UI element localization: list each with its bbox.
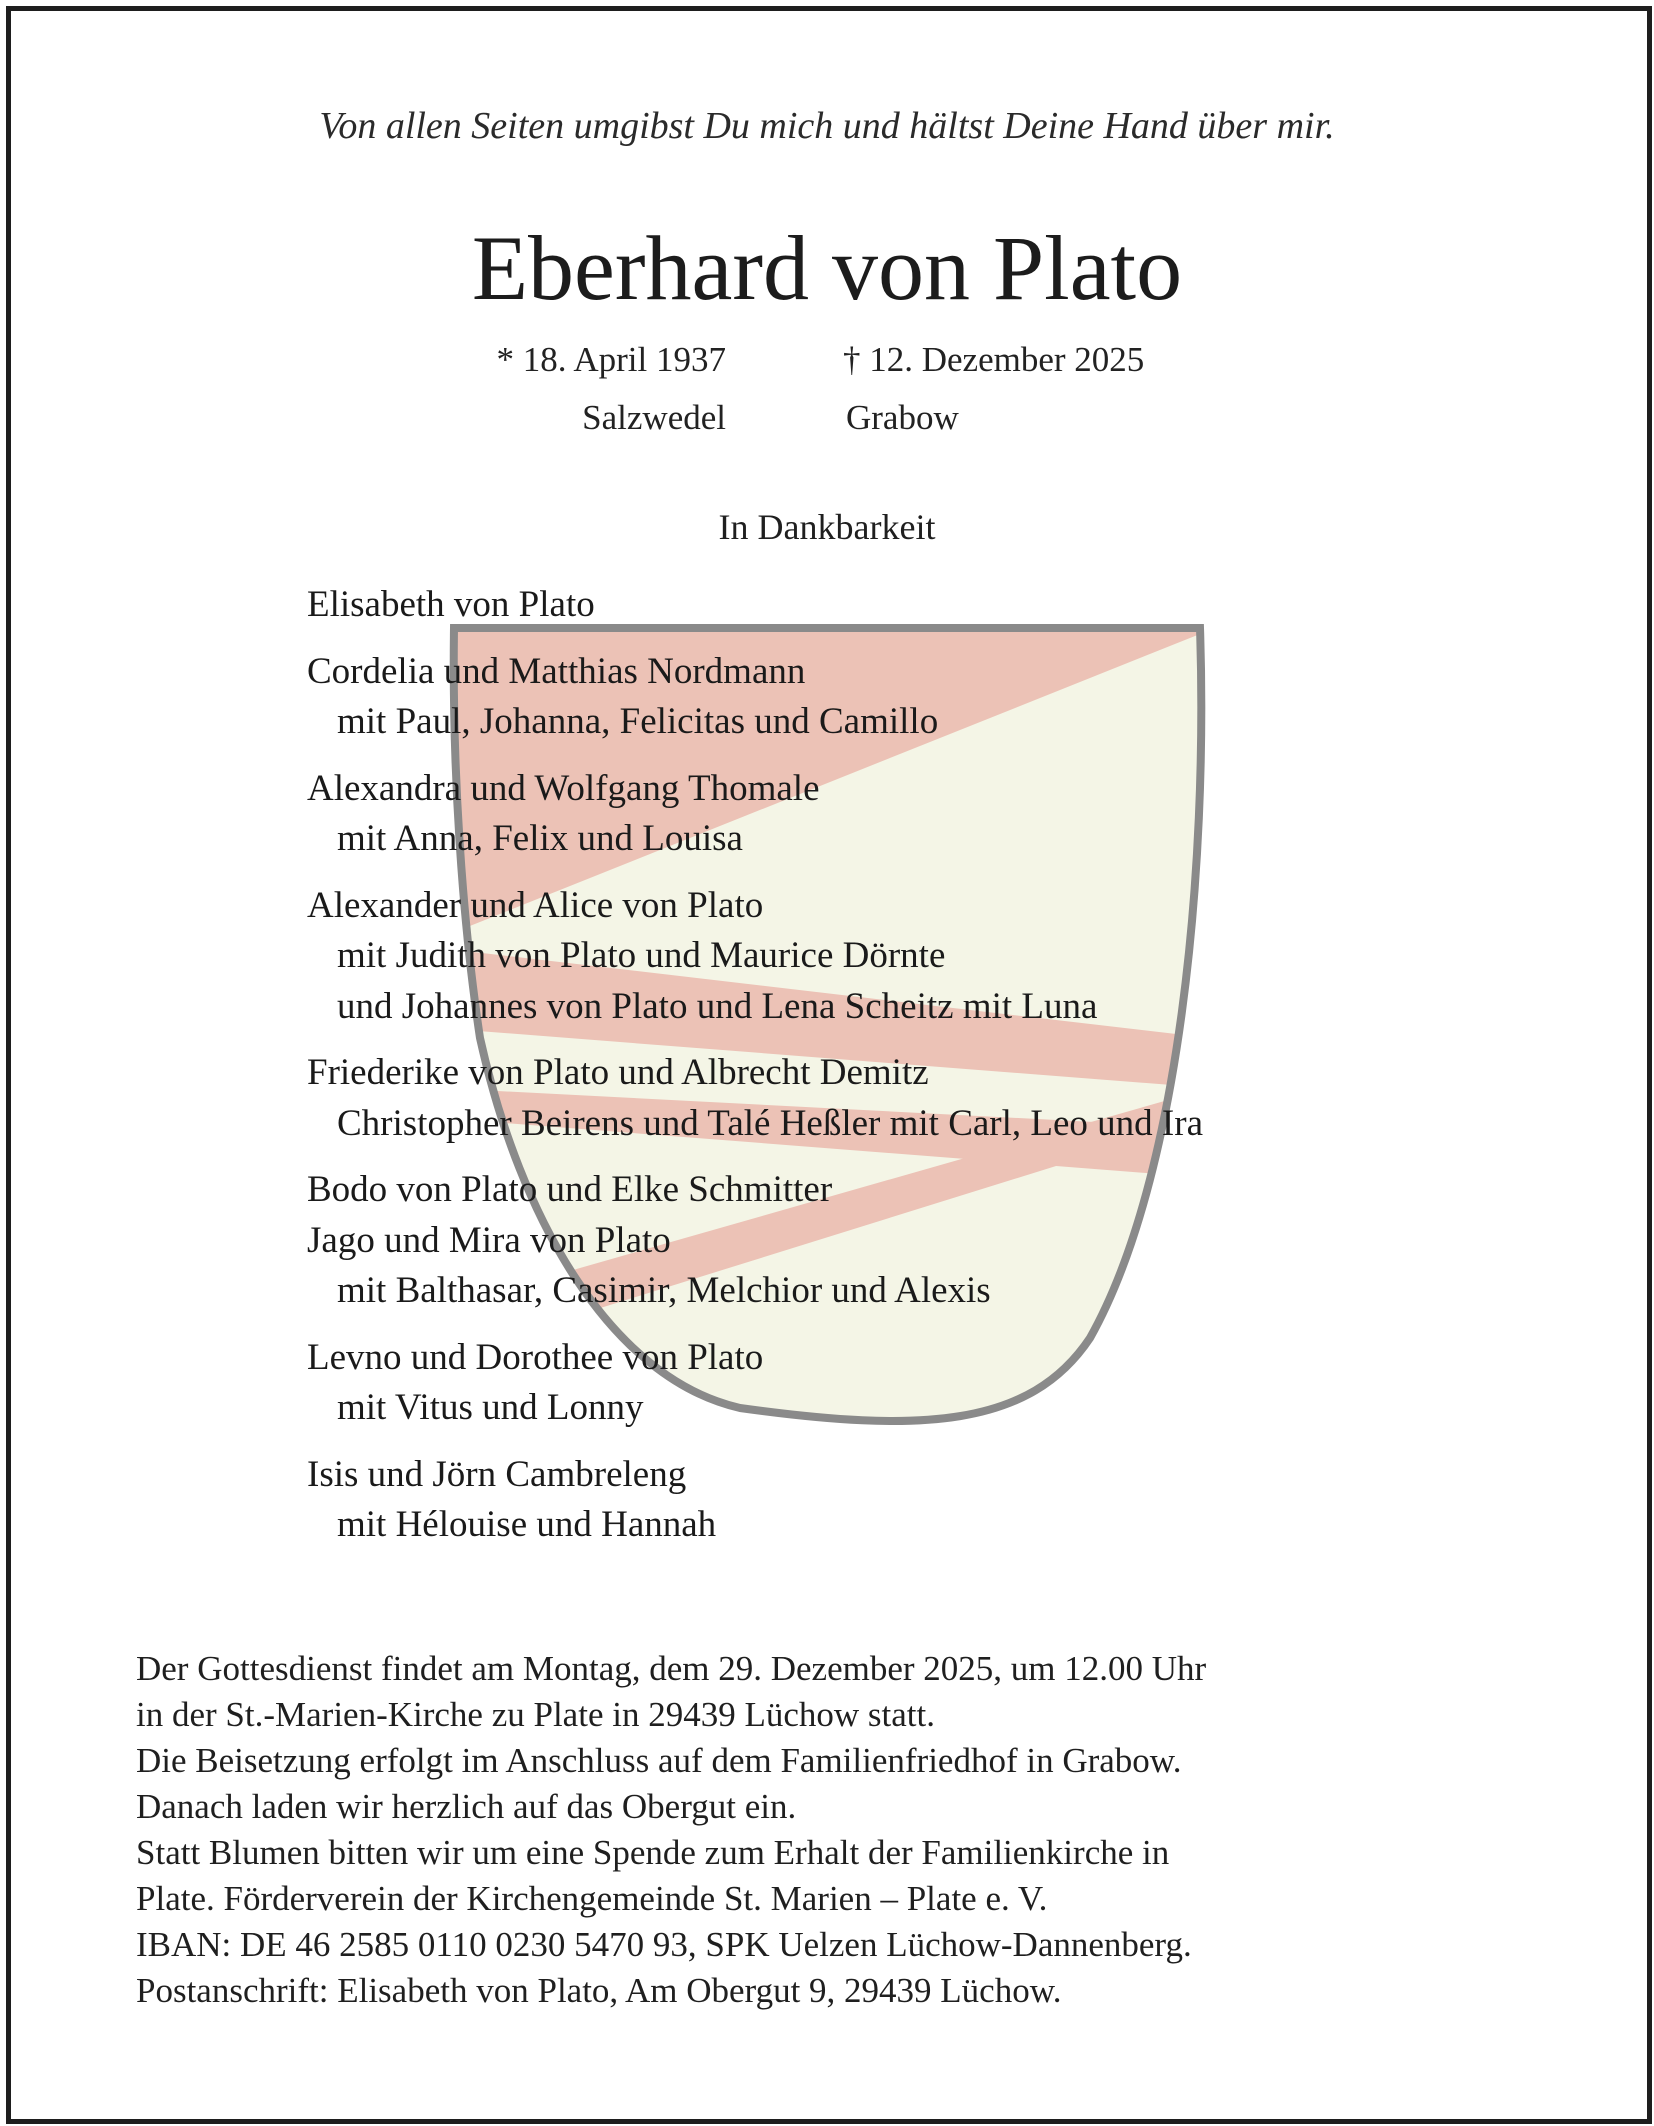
service-text-line: Die Beisetzung erfolgt im Anschluss auf dem Familienfriedhof in Grabow. xyxy=(136,1741,1182,1780)
family-group xyxy=(307,1165,1407,1317)
family-list xyxy=(307,580,1407,1567)
motto-verse: Von allen Seiten umgibst Du mich und hältst Deine Hand über mir. xyxy=(319,105,1335,147)
family-group xyxy=(307,580,1407,631)
service-information xyxy=(136,1646,1436,2014)
family-name-line: Bodo von Plato und Elke Schmitter xyxy=(307,1169,833,1210)
family-group xyxy=(307,1333,1407,1434)
deceased-name: Eberhard von Plato xyxy=(471,217,1183,319)
family-group xyxy=(307,1048,1407,1149)
birth-place: Salzwedel xyxy=(582,398,726,437)
family-group xyxy=(307,647,1407,748)
family-children-line: Christopher Beirens und Talé Heßler mit Carl, Leo und Ira xyxy=(337,1102,1203,1144)
family-group xyxy=(307,881,1407,1033)
thanks-heading: In Dankbarkeit xyxy=(718,507,936,547)
family-children-line: mit Paul, Johanna, Felicitas und Camillo xyxy=(337,701,939,742)
family-name-line: Alexander und Alice von Plato xyxy=(307,884,764,926)
family-group xyxy=(307,764,1407,865)
service-text-line: IBAN: DE 46 2585 0110 0230 5470 93, SPK Uelzen Lüchow-Dannenberg. xyxy=(136,1925,1192,1964)
birth-date: * 18. April 1937 xyxy=(496,340,726,379)
family-name-line: Levno und Dorothee von Plato xyxy=(307,1336,764,1378)
family-name-line: Elisabeth von Plato xyxy=(307,584,595,625)
service-text-line: Plate. Förderverein der Kirchengemeinde St. Marien – Plate e. V. xyxy=(136,1879,1048,1918)
service-text-line: Statt Blumen bitten wir um eine Spende zum Erhalt der Familienkirche in xyxy=(136,1833,1170,1872)
family-children-line: mit Anna, Felix und Louisa xyxy=(337,818,743,859)
family-group xyxy=(307,1450,1407,1551)
family-children-line: mit Balthasar, Casimir, Melchior und Alexis xyxy=(337,1270,991,1311)
service-text-line: Postanschrift: Elisabeth von Plato, Am Obergut 9, 29439 Lüchow. xyxy=(136,1971,1062,2010)
family-name-line: Cordelia und Matthias Nordmann xyxy=(307,650,806,692)
service-text-line: Der Gottesdienst findet am Montag, dem 29. Dezember 2025, um 12.00 Uhr xyxy=(136,1649,1207,1688)
family-name-line: Friederike von Plato und Albrecht Demitz xyxy=(307,1052,929,1093)
family-children-line: mit Vitus und Lonny xyxy=(337,1387,644,1428)
service-text-line: Danach laden wir herzlich auf das Obergut ein. xyxy=(136,1787,797,1826)
family-children-line: mit Hélouise und Hannah xyxy=(337,1504,717,1545)
family-children-line: und Johannes von Plato und Lena Scheitz mit Luna xyxy=(337,985,1098,1027)
death-place: Grabow xyxy=(846,398,959,437)
family-name-line: Isis und Jörn Cambreleng xyxy=(307,1453,687,1495)
death-date: † 12. Dezember 2025 xyxy=(843,340,1145,379)
family-name-line: Jago und Mira von Plato xyxy=(307,1219,671,1261)
family-children-line: mit Judith von Plato und Maurice Dörnte xyxy=(337,935,946,976)
service-text-line: in der St.-Marien-Kirche zu Plate in 29439 Lüchow statt. xyxy=(136,1695,935,1734)
family-name-line: Alexandra und Wolfgang Thomale xyxy=(307,767,820,809)
